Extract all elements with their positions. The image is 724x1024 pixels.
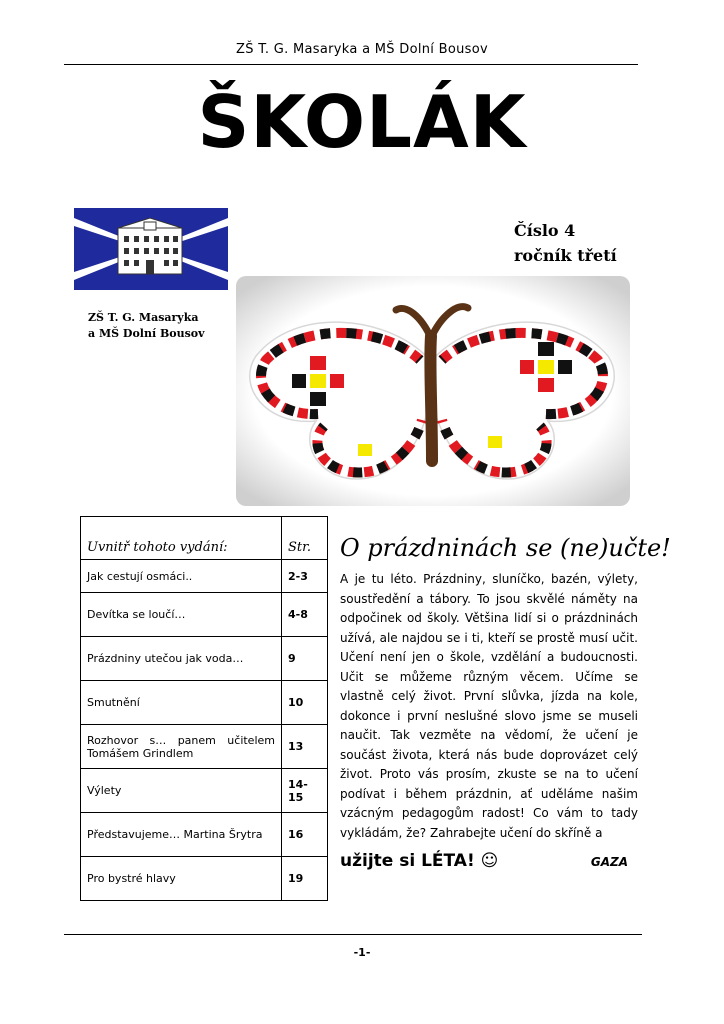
- school-name-line2: a MŠ Dolní Bousov: [88, 327, 205, 340]
- toc-row[interactable]: [81, 725, 328, 769]
- page-number: -1-: [353, 946, 371, 959]
- school-logo: [74, 208, 228, 290]
- article-closing: užijte si LÉTA! ☺: [340, 851, 499, 871]
- article-body: A je tu léto. Prázdniny, sluníčko, bazén, výlety, soustředění a tábory. To jsou skvělé náměty na odpočinek od školy. Většina lidí si o prázdninách užívá, ale najdou se i ti, kteří se prostě musí učit. Učení není jen o škole, vzdělání a budoucnosti. Učit se můžeme různým věcem. Učíme se vlastně celý život. První slůvka, jízda na kole, dokonce i první neslušné slovo jsme se museli naučit. Tak vezměte na vědomí, že učení je součást života, která nás bude doprovázet celý život. Proto vás prosím, zkuste se na to učení podívat i během prázdnin, ať uděláme našim vzácným pedagogům radost! Co vám to tady vykládám, že? Zahrabejte učení do skříně a: [340, 572, 638, 840]
- toc-item-page: 4-8: [282, 593, 328, 637]
- issue-volume: ročník třetí: [514, 246, 617, 265]
- toc-row[interactable]: [81, 681, 328, 725]
- toc-item-label: Devítka se loučí…: [81, 593, 282, 637]
- toc-item-page: 2-3: [282, 560, 328, 593]
- toc-row[interactable]: [81, 560, 328, 593]
- article-title: O prázdninách se (ne)učte!: [340, 534, 671, 562]
- table-of-contents: [80, 516, 328, 901]
- toc-header-page: Str.: [282, 517, 328, 560]
- header-divider: [64, 64, 638, 65]
- toc-row[interactable]: [81, 637, 328, 681]
- toc-header-row: [81, 517, 328, 560]
- toc-item-page: 10: [282, 681, 328, 725]
- issue-info: [514, 218, 617, 268]
- school-name-block: [88, 310, 205, 342]
- header-school-name: ZŠ T. G. Masaryka a MŠ Dolní Bousov: [236, 42, 488, 57]
- toc-row[interactable]: [81, 857, 328, 901]
- issue-number: Číslo 4: [514, 221, 576, 240]
- toc-item-page: 14-15: [282, 769, 328, 813]
- footer-divider: [64, 934, 642, 935]
- toc-item-page: 13: [282, 725, 328, 769]
- toc-item-label: Jak cestují osmáci..: [81, 560, 282, 593]
- toc-item-page: 16: [282, 813, 328, 857]
- article-closing-line: [340, 851, 638, 875]
- toc-item-label: Pro bystré hlavy: [81, 857, 282, 901]
- masthead-title: ŠKOLÁK: [197, 80, 527, 164]
- toc-item-label: Rozhovor s… panem učitelem Tomášem Grindlem: [81, 725, 282, 769]
- toc-row[interactable]: [81, 593, 328, 637]
- butterfly-photo: [236, 276, 630, 506]
- school-name-line1: ZŠ T. G. Masaryka: [88, 311, 199, 324]
- toc-header-title: Uvnitř tohoto vydání:: [81, 517, 282, 560]
- toc-row[interactable]: [81, 813, 328, 857]
- toc-row[interactable]: [81, 769, 328, 813]
- toc-item-page: 9: [282, 637, 328, 681]
- article-signature: GAZA: [590, 855, 628, 869]
- toc-item-page: 19: [282, 857, 328, 901]
- toc-item-label: Představujeme… Martina Šrytra: [81, 813, 282, 857]
- toc-item-label: Výlety: [81, 769, 282, 813]
- toc-item-label: Prázdniny utečou jak voda…: [81, 637, 282, 681]
- toc-item-label: Smutnění: [81, 681, 282, 725]
